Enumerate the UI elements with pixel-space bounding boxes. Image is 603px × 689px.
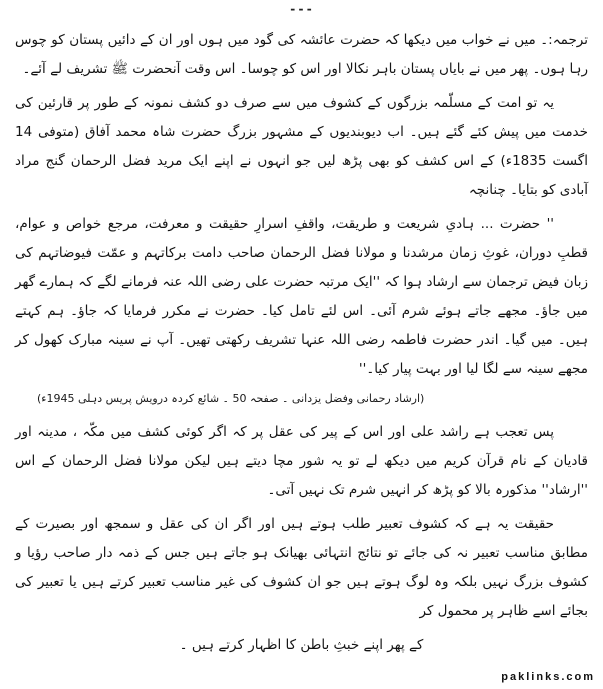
paragraph-conclusion: حقیقت یہ ہے کہ کشوف تعبیر طلب ہوتے ہیں اور اگر ان کی عقل و سمجھ اور بصیرت کے مطابق مناسب تعبیر نہ کی جائے تو نتائج انتہائی بھیانک ہو جاتے ہیں جس کے ذمہ دار صاحب رؤیا و کشوف بزرگ نہیں بلکہ وہ لوگ ہوتے ہیں جو ان کشوف کی غیر مناسب تعبیر کرتے ہیں یا تعبیر کی بجائے اسے ظاہر پر محمول کر bbox=[15, 516, 588, 619]
paragraph-conclusion-last-line: کے پھر اپنے خبثِ باطن کا اظہار کرتے ہیں ۔ bbox=[179, 637, 424, 653]
watermark-text: paklinks.com bbox=[501, 671, 595, 683]
page-marker-dashes: --- bbox=[289, 2, 314, 16]
urdu-text-block bbox=[0, 18, 603, 660]
paragraph-quotation: '' حضرت ... ہادیِ شریعت و طریقت، واقفِ اسرارِ حقیقت و معرفت، مرجع خواص و عوام، قطبِ دوران، غوثِ زمان مرشدنا و مولانا فضل الرحمان صاحب دامت برکاتہم و عمّت فیوضاتہم کی زبان فیض ترجمان سے ارشاد ہوا کہ ''ایک مرتبہ حضرت علی رضی اللہ عنہ فرمانے لگے کہ ہمارے گھر میں جاؤ۔ مجھے جاتے ہوئے شرم آئی۔ اس لئے تامل کیا۔ حضرت نے مکرر فرمایا کہ جاؤ۔ ہم کہتے ہیں۔ میں گیا۔ اندر حضرت فاطمہ رضی اللہ عنہا تشریف رکھتی تھیں۔ آپ نے سینہ مبارک کھول کر مجھے سینہ سے لگا لیا اور بہت پیار کیا۔'' bbox=[15, 216, 588, 377]
citation-reference: (ارشاد رحمانی وفضل یزدانی ۔ صفحہ 50 ۔ شائع کردہ درویش پریس دہلی 1945ء) bbox=[37, 392, 425, 405]
paragraph-translation: ترجمہ:۔ میں نے خواب میں دیکھا کہ حضرت عائشہ کی گود میں ہوں اور ان کے دائیں پستان کو چوس رہا ہوں۔ پھر میں نے بایاں پستان باہر نکالا اور اس کو چوسا۔ اس وقت آنحضرت ﷺ تشریف لے آئے۔ bbox=[15, 32, 588, 77]
paragraph-commentary: پس تعجب ہے راشد علی اور اس کے پیر کی عقل پر کہ اگر کوئی کشف میں مکّہ ، مدینہ اور قادیان کے نام قرآن کریم میں دیکھ لے تو یہ شور مچا دیتے ہیں لیکن مولانا فضل الرحمان کے اس ''ارشاد'' مذکورہ بالا کو پڑھ کر انہیں شرم تک نہیں آتی۔ bbox=[15, 424, 588, 498]
paragraph-kashf-intro: یہ تو امت کے مسلّمہ بزرگوں کے کشوف میں سے صرف دو کشف نمونہ کے طور پر قارئین کی خدمت میں پیش کئے گئے ہیں۔ اب دیوبندیوں کے مشہور بزرگ حضرت شاہ محمد آفاق (متوفی 14 اگست 1835ء) کے اس کشف کو بھی پڑھ لیں جو انہوں نے اپنے ایک مرید فضل الرحمان گنج مراد آبادی کو بتایا۔ چنانچہ bbox=[15, 95, 588, 198]
